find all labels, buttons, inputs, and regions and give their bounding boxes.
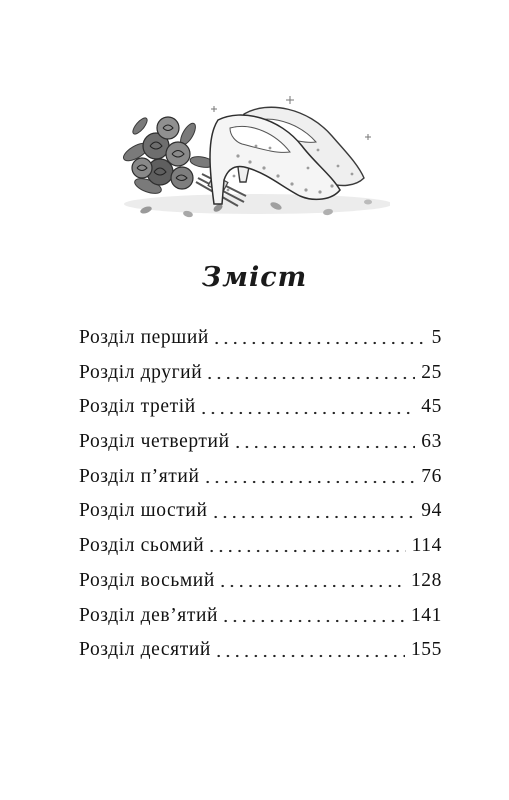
toc-entry[interactable] — [79, 529, 442, 564]
toc-entry-page: 128 — [410, 569, 442, 591]
toc-entry-page: 155 — [410, 639, 442, 661]
toc-entry-page: 45 — [421, 396, 442, 418]
toc-entry-label: Розділ четвертий — [79, 431, 230, 453]
dot-leader — [214, 654, 405, 658]
dot-leader — [212, 341, 426, 345]
toc-entry[interactable] — [79, 494, 442, 529]
wedding-shoes-bouquet-illustration — [118, 86, 390, 228]
toc-entry[interactable] — [79, 390, 442, 425]
toc-entry-page: 25 — [421, 361, 442, 383]
toc-entry-label: Розділ восьмий — [79, 569, 215, 591]
toc-entry-label: Розділ дев’ятий — [79, 604, 219, 626]
toc-entry-label: Розділ сьомий — [79, 535, 205, 557]
toc-entry-page: 114 — [411, 535, 442, 557]
toc-entry[interactable] — [79, 564, 442, 599]
toc-entry-page: 76 — [421, 465, 442, 487]
toc-entry[interactable] — [79, 460, 442, 495]
toc-entry-label: Розділ десятий — [79, 639, 211, 661]
table-of-contents — [79, 321, 442, 668]
toc-entry-label: Розділ п’ятий — [79, 465, 200, 487]
dot-leader — [205, 376, 415, 380]
toc-entry[interactable] — [79, 633, 442, 668]
toc-title: Зміст — [201, 262, 308, 293]
toc-entry-label: Розділ перший — [79, 327, 209, 348]
toc-entry-page: 94 — [421, 500, 442, 522]
dot-leader — [199, 411, 416, 415]
dot-leader — [207, 549, 405, 553]
dot-leader — [233, 445, 416, 449]
dot-leader — [221, 619, 405, 623]
toc-entry-page: 5 — [431, 327, 442, 348]
toc-entry[interactable] — [79, 356, 442, 391]
toc-entry-label: Розділ третій — [79, 396, 196, 418]
toc-entry-label: Розділ другий — [79, 361, 203, 383]
toc-entry[interactable] — [79, 599, 442, 634]
toc-entry[interactable] — [79, 321, 442, 356]
dot-leader — [218, 584, 405, 588]
dot-leader — [203, 480, 416, 484]
toc-entry[interactable] — [79, 425, 442, 460]
dot-leader — [211, 515, 416, 519]
toc-entry-page: 63 — [421, 431, 442, 453]
wedding-shoes-bouquet-icon — [118, 86, 390, 228]
toc-entry-label: Розділ шостий — [79, 500, 208, 522]
toc-entry-page: 141 — [410, 604, 442, 626]
